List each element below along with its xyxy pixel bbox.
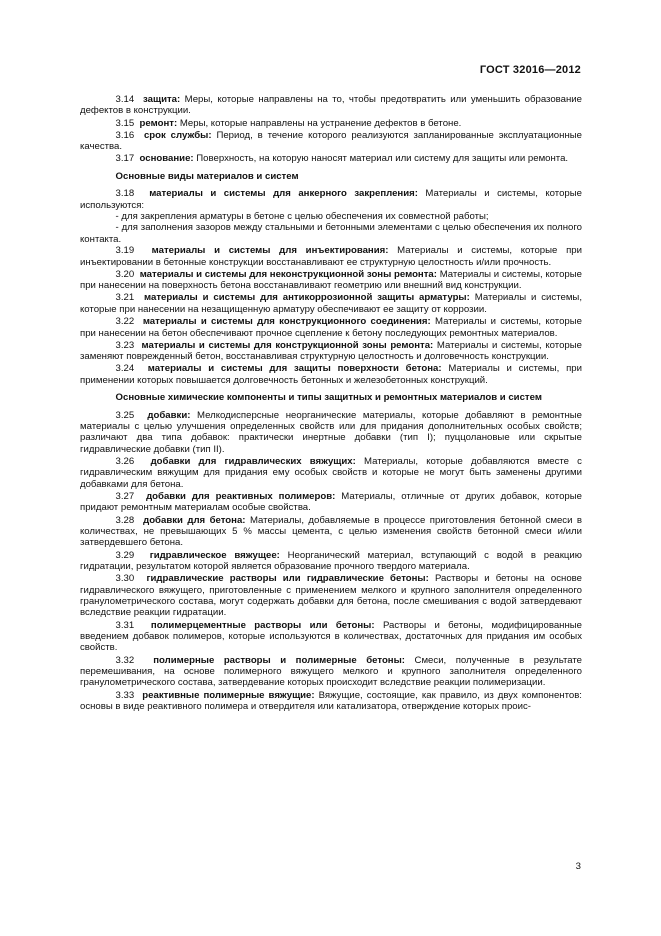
term-entry-3-23: 3.23 материалы и системы для конструкционной зоны ремонта: Материалы и системы, которые заменяют поврежденный бетон, восстанавливая структурную целостность и долговечность конструкции. <box>80 339 582 363</box>
term-entry-3-22: 3.22 материалы и системы для конструкционного соединения: Материалы и системы, которые при нанесении на бетон обеспечивают прочное сцепление к бетону последующих ремонтных материалов. <box>80 316 582 339</box>
term-entry-3-31: 3.31 полимерцементные растворы или бетоны: Растворы и бетоны, модифицированные введением добавок полимеров, которые используются в количествах, достаточных для придания им особых свойств. <box>80 619 582 654</box>
term-entry-3-19: 3.19 материалы и системы для инъектирования: Материалы и системы, которые при инъектировании в бетонные конструкции восстанавливают ее структурную целостность и/или прочность. <box>80 245 582 268</box>
term-entry-3-25: 3.25 добавки: Мелкодисперсные неорганические материалы, которые добавляют в ремонтные материалы с целью улучшения определенных свойств или для придания дополнительных особых свойств; различают два типа добавок: практически инертные добавки (тип I); пуццолановые или скрытые гидравлические добавки (тип II). <box>80 409 582 455</box>
term-entry-3-21: 3.21 материалы и системы для антикоррозионной защиты арматуры: Материалы и системы, которые при нанесении на незащищенную арматуру обеспечивают ее защиту от коррозии. <box>80 292 582 315</box>
page-content <box>80 94 582 712</box>
term-entry-3-32: 3.32 полимерные растворы и полимерные бетоны: Смеси, полученные в результате перемешивания, на основе полимерного вяжущего мелкого и крупного заполнителя определенного гранулометрического состава, затвердевание которых происходит вследствие реакции полимеризации. <box>80 654 582 689</box>
term-entry-3-27: 3.27 добавки для реактивных полимеров: Материалы, отличные от других добавок, которые придают ремонтным материалам особые свойства. <box>80 490 582 514</box>
term-entry-3-16: 3.16 срок службы: Период, в течение которого реализуются запланированные эксплуатационные качества. <box>80 129 582 153</box>
list-item: - для заполнения зазоров между стальными и бетонными элементами с целью обеспечения их полного контакта. <box>80 222 582 245</box>
list-item: - для закрепления арматуры в бетоне с целью обеспечения их совместной работы; <box>115 211 489 223</box>
page-number: 3 <box>575 861 581 872</box>
term-entry-3-24: 3.24 материалы и системы для защиты поверхности бетона: Материалы и системы, при применении которых повышается долговечность бетонных и железобетонных конструкций. <box>80 363 582 386</box>
term-entry-3-26: 3.26 добавки для гидравлических вяжущих: Материалы, которые добавляются вместе с гидравлическим вяжущим для придания ему особых свойств и которые не могут быть заменены другими добавками для бетона. <box>80 455 582 490</box>
term-entry-3-17: 3.17 основание: Поверхность, на которую наносят материал или систему для защиты или ремонта. <box>115 153 569 165</box>
section-heading-materials-systems: Основные виды материалов и систем <box>115 170 299 182</box>
term-entry-3-28: 3.28 добавки для бетона: Материалы, добавляемые в процессе приготовления бетонной смеси в количествах, не превышающих 5 % массы цемента, с целью изменения свойств бетонной смеси и/или затвердевшего бетона. <box>80 514 582 549</box>
term-entry-3-20: 3.20 материалы и системы для неконструкционной зоны ремонта: Материалы и системы, которые при нанесении на поверхность бетона восстанавливают геометрию или внешний вид конструкции. <box>80 268 582 292</box>
term-entry-3-30: 3.30 гидравлические растворы или гидравлические бетоны: Растворы и бетоны на основе гидравлического вяжущего, приготовленные с применением мелкого и крупного заполнителя определенного гранулометрического состава, могут содержать добавки для бетона, после смешивания с водой затвердевают вследствие реакции гидратации. <box>80 573 582 619</box>
page-header-doc-id: ГОСТ 32016—2012 <box>479 64 581 76</box>
term-entry-3-29: 3.29 гидравлическое вяжущее: Неорганический материал, вступающий с водой в реакцию гидратации, результатом которой является образование прочного твердого материала. <box>80 549 582 572</box>
term-entry-3-18: 3.18 материалы и системы для анкерного закрепления: Материалы и системы, которые используются: <box>80 188 582 211</box>
term-entry-3-15: 3.15 ремонт: Меры, которые направлены на устранение дефектов в бетоне. <box>115 117 462 129</box>
section-heading-chemical-components: Основные химические компоненты и типы защитных и ремонтных материалов и систем <box>115 392 542 404</box>
term-entry-3-14: 3.14 защита: Меры, которые направлены на то, чтобы предотвратить или уменьшить образование дефектов в конструкции. <box>80 94 583 117</box>
term-entry-3-33: 3.33 реактивные полимерные вяжущие: Вяжущие, состоящие, как правило, из двух компонентов: основы в виде реактивного полимера и отвердителя или катализатора, отверждение которых проис- <box>80 689 582 713</box>
